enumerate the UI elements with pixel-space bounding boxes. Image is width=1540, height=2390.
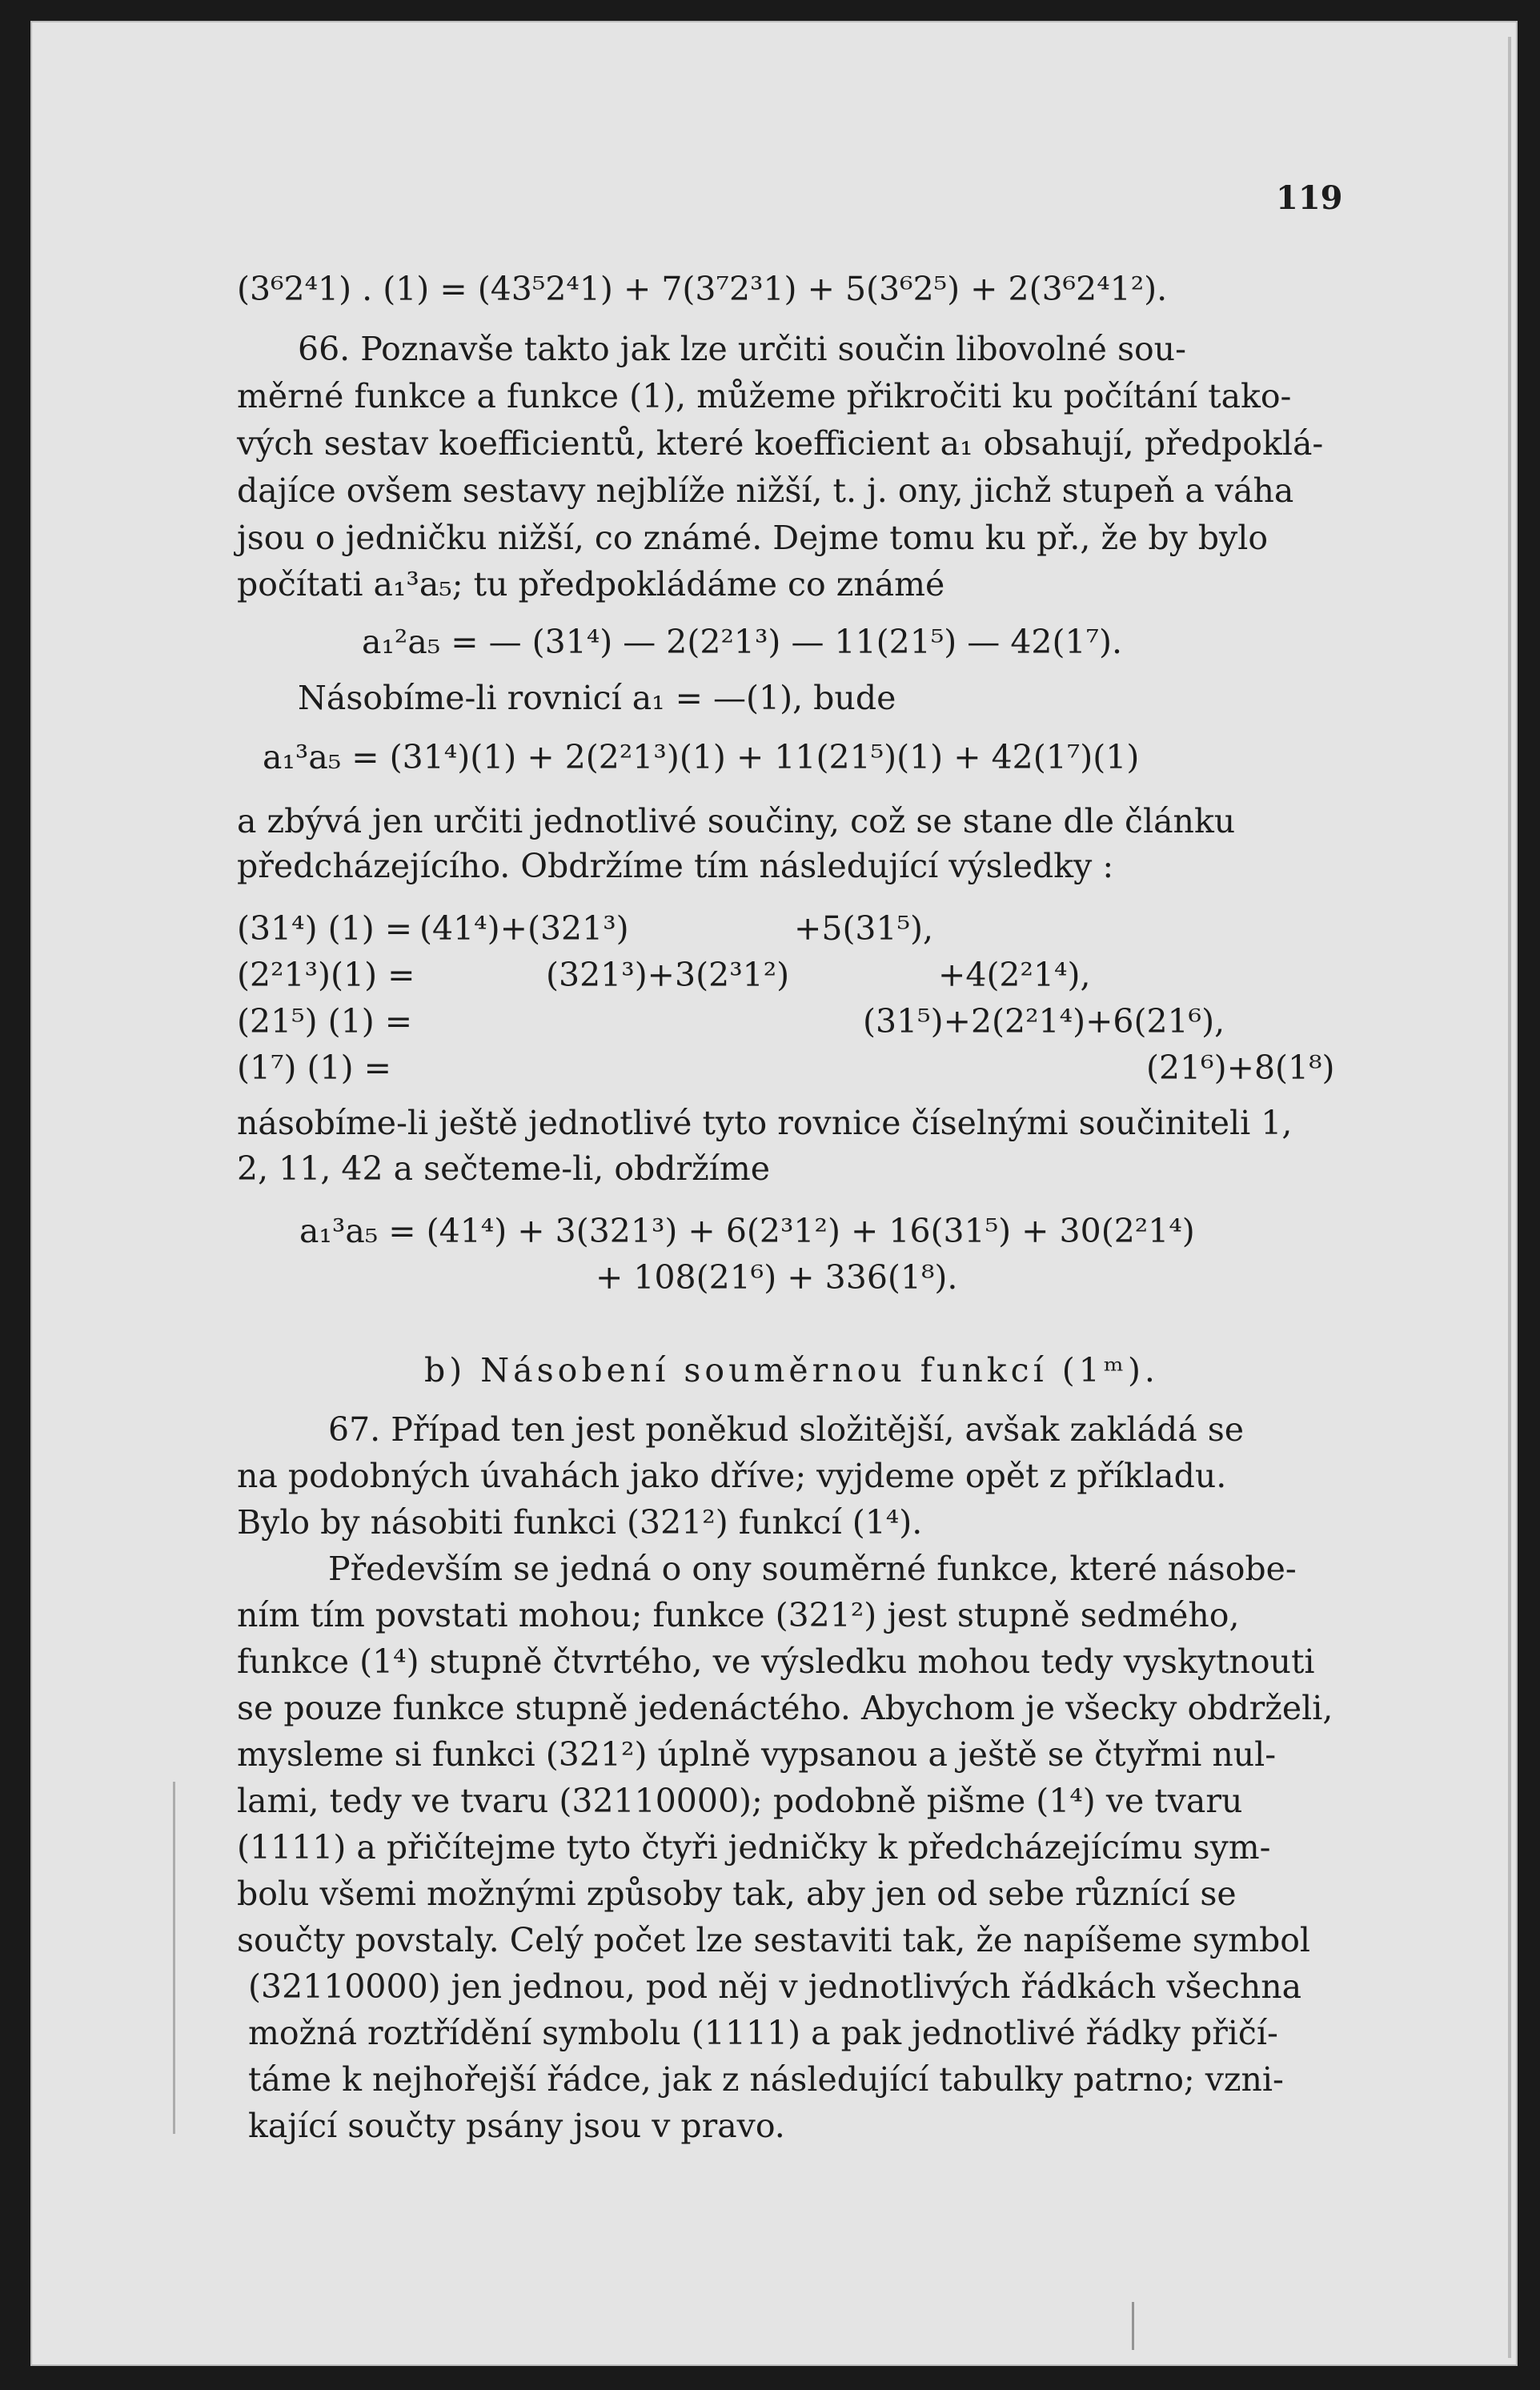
formula-line: a₁³a₅ = (31⁴)(1) + 2(2²1³)(1) + 11(21⁵)(1) + 42(1⁷)(1) xyxy=(263,738,1140,776)
text-line: bolu všemi možnými způsoby tak, aby jen od sebe různící se xyxy=(237,1875,1237,1913)
text-line: lami, tedy ve tvaru (32110000); podobně pišme (1⁴) ve tvaru xyxy=(237,1782,1243,1820)
text-line: na podobných úvahách jako dříve; vyjdeme opět z příkladu. xyxy=(237,1457,1227,1495)
result-term: (41⁴)+(321³) xyxy=(419,909,629,948)
scan-margin-line xyxy=(173,1782,175,2134)
page-number: 119 xyxy=(1276,179,1343,217)
result-term: (31⁵)+2(2²1⁴)+6(21⁶), xyxy=(863,1002,1225,1041)
result-term: +4(2²1⁴), xyxy=(938,956,1091,994)
result-term: (21⁶)+8(1⁸) xyxy=(1146,1049,1335,1087)
text-line: Násobíme-li rovnicí a₁ = —(1), bude xyxy=(298,679,896,717)
text-line: (1111) a přičítejme tyto čtyři jedničky k předcházejícímu sym- xyxy=(237,1828,1271,1867)
result-term: (321³)+3(2³1²) xyxy=(546,956,790,994)
text-line: počítati a₁³a₅; tu předpokládáme co známé xyxy=(237,565,945,604)
formula-line: a₁³a₅ = (41⁴) + 3(321³) + 6(2³1²) + 16(31⁵) + 30(2²1⁴) xyxy=(299,1212,1195,1250)
paragraph-67-line: 67. Případ ten jest poněkud složitější, avšak zakládá se xyxy=(328,1410,1244,1449)
text-line: dajíce ovšem sestavy nejblíže nižší, t. j. ony, jichž stupeň a váha xyxy=(237,471,1294,510)
scanned-page xyxy=(30,21,1518,2366)
text-line: kající součty psány jsou v pravo. xyxy=(248,2107,785,2145)
text-line: ním tím povstati mohou; funkce (321²) jest stupně sedmého, xyxy=(237,1596,1240,1634)
result-lhs: (31⁴) (1) = xyxy=(237,909,413,948)
text-line: mysleme si funkci (321²) úplně vypsanou a ještě se čtyřmi nul- xyxy=(237,1735,1277,1774)
scan-mark xyxy=(1132,2302,1134,2350)
text-line: násobíme-li ještě jednotlivé tyto rovnice číselnými součiniteli 1, xyxy=(237,1104,1293,1142)
formula-line: + 108(21⁶) + 336(1⁸). xyxy=(596,1258,958,1297)
text-line: Především se jedná o ony souměrné funkce, které násobe- xyxy=(328,1550,1297,1588)
text-line: předcházejícího. Obdržíme tím následující výsledky : xyxy=(237,847,1114,885)
text-line: se pouze funkce stupně jedenáctého. Abychom je všecky obdrželi, xyxy=(237,1689,1333,1727)
formula-line: (3⁶2⁴1) . (1) = (43⁵2⁴1) + 7(3⁷2³1) + 5(3⁶2⁵) + 2(3⁶2⁴1²). xyxy=(237,270,1168,308)
text-line: (32110000) jen jednou, pod něj v jednotlivých řádkách všechna xyxy=(248,1967,1302,2006)
text-line: 2, 11, 42 a sečteme-li, obdržíme xyxy=(237,1149,770,1188)
text-line: vých sestav koefficientů, které koefficient a₁ obsahují, předpoklá- xyxy=(237,424,1324,463)
text-line: táme k nejhořejší řádce, jak z následující tabulky patrno; vzni- xyxy=(248,2060,1284,2099)
text-line: součty povstaly. Celý počet lze sestaviti tak, že napíšeme symbol xyxy=(237,1921,1311,1959)
text-line: možná roztřídění symbolu (1111) a pak jednotlivé řádky přičí- xyxy=(248,2014,1278,2052)
text-line: měrné funkce a funkce (1), můžeme přikročiti ku počítání tako- xyxy=(237,377,1292,415)
section-title: b) Násobení souměrnou funkcí (1ᵐ). xyxy=(424,1351,1159,1389)
result-lhs: (1⁷) (1) = xyxy=(237,1049,392,1087)
result-lhs: (21⁵) (1) = xyxy=(237,1002,413,1041)
text-line: jsou o jedničku nižší, co známé. Dejme tomu ku př., že by bylo xyxy=(237,519,1269,557)
text-line: a zbývá jen určiti jednotlivé součiny, což se stane dle článku xyxy=(237,802,1236,840)
result-lhs: (2²1³)(1) = xyxy=(237,956,415,994)
page-edge-shadow xyxy=(1508,37,1511,2358)
text-line: funkce (1⁴) stupně čtvrtého, ve výsledku mohou tedy vyskytnouti xyxy=(237,1642,1315,1681)
text-line: Bylo by násobiti funkci (321²) funkcí (1⁴). xyxy=(237,1503,923,1542)
formula-line: a₁²a₅ = — (31⁴) — 2(2²1³) — 11(21⁵) — 42(1⁷). xyxy=(362,623,1123,661)
paragraph-66-line: 66. Poznavše takto jak lze určiti součin libovolné sou- xyxy=(298,330,1186,368)
result-term: +5(31⁵), xyxy=(794,909,934,948)
